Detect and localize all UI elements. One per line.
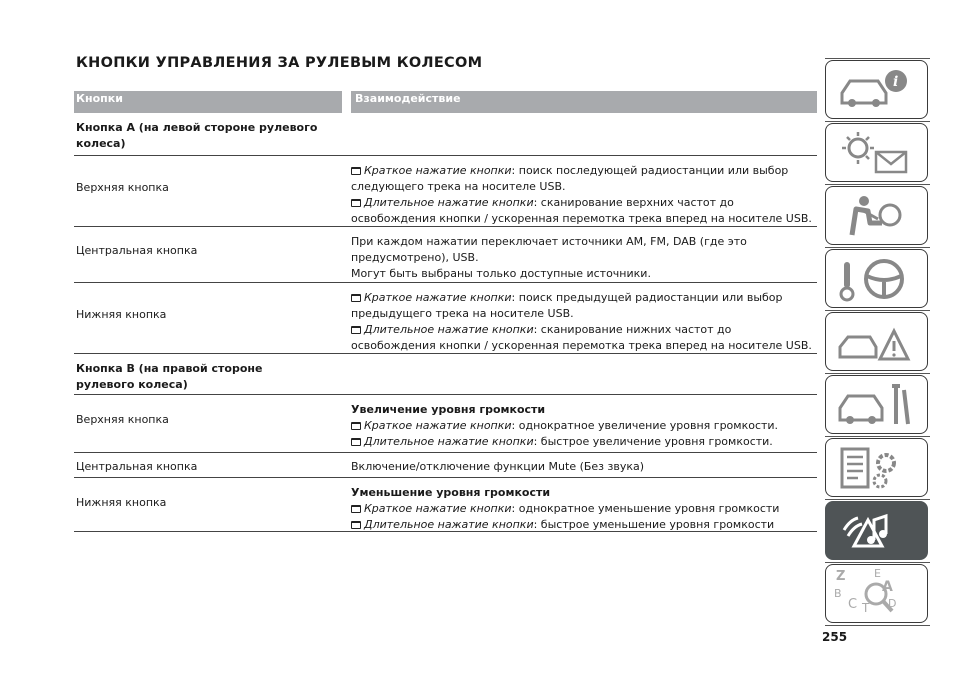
group-a-label: Кнопка A (на левой стороне рулевого колеса) [76, 121, 318, 150]
button-name: Нижняя кнопка [76, 496, 167, 509]
index-letter: B [834, 587, 842, 600]
index-letter: E [874, 567, 881, 580]
tab-warning-lights[interactable] [825, 123, 928, 182]
interaction-cell: Краткое нажатие кнопки: поиск предыдущей радиостанции или выбор предыдущего трека на носителе USB. Длительное нажатие кнопки: сканирование нижних частот до освобождения кнопки / ускоренная перемотка трека вперед на носителе USB. [351, 291, 812, 352]
table-bottom-border [74, 531, 817, 532]
tab-road-warning[interactable] [825, 312, 928, 371]
seat-airbag-icon [834, 191, 918, 241]
table-row [74, 477, 817, 536]
interaction-cell: Краткое нажатие кнопки: поиск последующей радиостанции или выбор следующего трека на носителе USB. Длительное нажатие кнопки: сканирование верхних частот до освобождения кнопки / ускоренная перемотка трека вперед на носителе USB. [351, 164, 812, 225]
table-header [74, 91, 817, 113]
button-icon [351, 505, 361, 513]
warning-lights-icon [834, 128, 918, 178]
page-number: 255 [822, 630, 848, 644]
key-steering-wheel-icon [834, 254, 918, 304]
car-info-icon [834, 65, 918, 115]
button-icon [351, 521, 361, 529]
button-icon [351, 167, 361, 175]
road-warning-icon [834, 317, 918, 367]
index-letter: Z [836, 569, 846, 584]
index-letter: T [862, 601, 870, 615]
table-row-group-a [74, 113, 817, 155]
tab-car-info[interactable] [825, 60, 928, 119]
tab-specs[interactable] [825, 438, 928, 497]
index-letter: D [888, 597, 897, 610]
multimedia-icon [834, 506, 918, 556]
header-buttons: Кнопки [74, 91, 342, 113]
interaction-cell: Уменьшение уровня громкости Краткое нажатие кнопки: однократное уменьшение уровня громкости Длительное нажатие кнопки: быстрое уменьшение уровня громкости [351, 486, 780, 531]
button-name: Нижняя кнопка [76, 308, 167, 321]
tab-index[interactable] [825, 564, 928, 623]
button-name: Верхняя кнопка [76, 181, 169, 194]
button-name: Центральная кнопка [76, 460, 198, 473]
interaction-cell: При каждом нажатии переключает источники AM, FM, DAB (где это предусмотрено), USB. Могут быть выбраны только доступные источники. [351, 235, 747, 280]
table-row [74, 394, 817, 452]
tab-key-steering[interactable] [825, 249, 928, 308]
header-interaction: Взаимодействие [351, 91, 817, 113]
tab-car-service[interactable] [825, 375, 928, 434]
index-letter: C [848, 597, 858, 612]
specs-gear-icon [834, 443, 918, 493]
tab-multimedia[interactable] [825, 501, 928, 560]
interaction-cell: Увеличение уровня громкости Краткое нажатие кнопки: однократное увеличение уровня громкости. Длительное нажатие кнопки: быстрое увеличение уровня громкости. [351, 403, 779, 448]
interaction-cell: Включение/отключение функции Mute (Без звука) [351, 460, 645, 473]
table-row [74, 452, 817, 477]
index-letter: A [882, 579, 893, 595]
group-b-label: Кнопка B (на правой стороне рулевого колеса) [76, 362, 263, 391]
button-icon [351, 294, 361, 302]
controls-table [74, 91, 817, 536]
button-icon [351, 326, 361, 334]
button-icon [351, 438, 361, 446]
button-name: Центральная кнопка [76, 244, 198, 257]
tab-seat-airbag[interactable] [825, 186, 928, 245]
button-name: Верхняя кнопка [76, 413, 169, 426]
button-icon [351, 422, 361, 430]
table-row [74, 226, 817, 282]
table-row [74, 155, 817, 226]
table-row [74, 282, 817, 353]
svg-text:i: i [893, 74, 899, 90]
table-row-group-b [74, 353, 817, 394]
page-title: КНОПКИ УПРАВЛЕНИЯ ЗА РУЛЕВЫМ КОЛЕСОМ [76, 55, 483, 71]
button-icon [351, 199, 361, 207]
car-service-icon [834, 380, 918, 430]
